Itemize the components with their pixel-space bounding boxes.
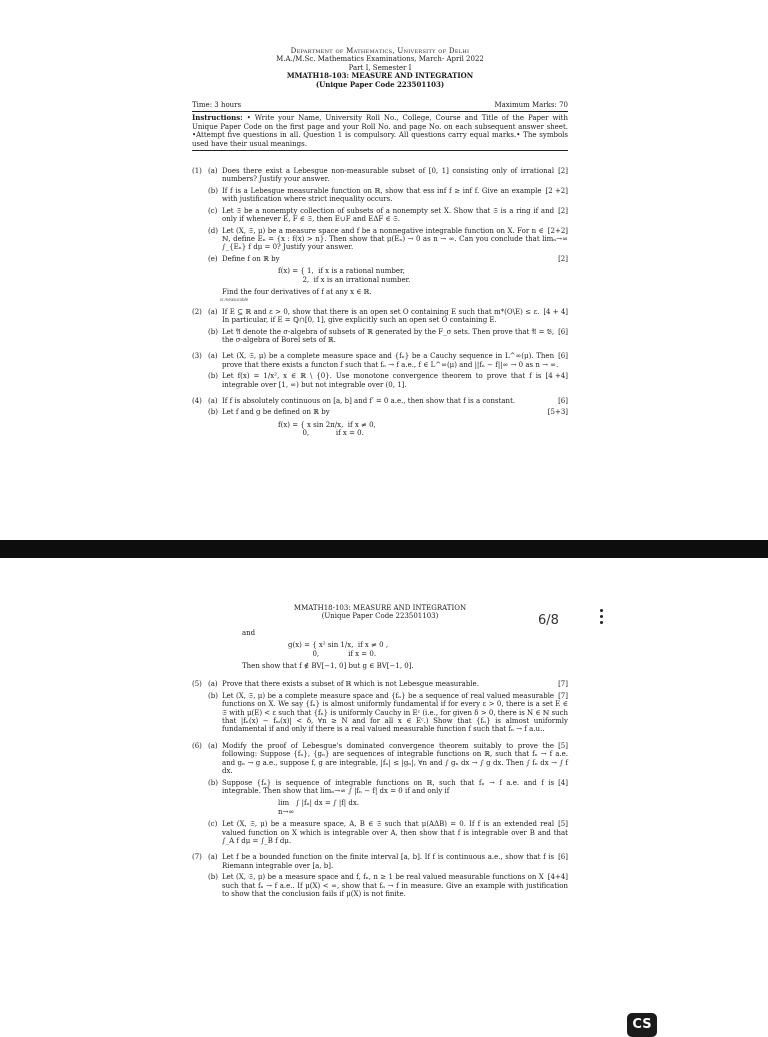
question-part (208, 408, 568, 416)
time-label: Time: 3 hours (192, 101, 242, 110)
question (192, 853, 568, 901)
part-text (222, 397, 568, 405)
part-text (222, 207, 568, 224)
department-line: Department of Mathematics, University of Delhi (290, 47, 470, 55)
question-part (208, 692, 568, 734)
part-label: (b) (208, 873, 218, 882)
display-equation (278, 421, 568, 438)
more-options-icon[interactable] (600, 609, 604, 627)
question-part (208, 397, 568, 405)
part-text-body: If f is a Lebesgue measurable function on ℝ, show that ess inf f ≥ inf f. Give an example with justification where strict inequality occurs. (222, 186, 542, 204)
and-text: and (242, 628, 256, 637)
paper-code: (Unique Paper Code 223501103) (321, 612, 439, 621)
marks: [5+3] (547, 408, 568, 417)
part-text (222, 692, 568, 734)
part-label: (b) (208, 186, 218, 195)
part-label: (c) (208, 206, 218, 215)
marks: [7] (558, 691, 568, 700)
part-text-body: If E ⊆ ℝ and ε > 0, show that there is an open set O containing E such that m*(O\E) ≤ ε. In particular, if E = ℚ∩[0, 1], give explicitly such an open set O containing E. (222, 307, 540, 325)
marks: [5] (558, 741, 568, 750)
handwritten-annotation: is measurable (220, 297, 249, 303)
marks: [6] (558, 397, 568, 405)
question-part (208, 820, 568, 845)
question (192, 167, 568, 296)
part-text (222, 308, 568, 325)
part-text-body: Let f be a bounded function on the finite interval [a, b]. If f is continuous a.e., show that f is Riemann integrable over [a, b]. (222, 853, 555, 870)
part-text (222, 328, 568, 345)
question-part (208, 779, 568, 796)
marks: [2] (558, 254, 568, 263)
instructions-block (192, 114, 568, 148)
part-text-body: Modify the proof of Lebesgue's dominated convergence theorem suitably to prove the following: Suppose {fₙ}, {gₙ} are sequences of integrable functions on ℝ, such that fₙ → f a.e. and gₙ → g a.e., suppose f, g are integrable, |fₙ| ≤ |gₙ|, ∀n and ∫ gₙ dx → ∫ g dx. Then ∫ fₙ dx → ∫ f dx. (222, 741, 568, 776)
display-line: 0, if x = 0. (278, 429, 364, 438)
question-number: (7) (192, 853, 202, 862)
part-text (222, 167, 568, 184)
part-label: (b) (208, 778, 218, 787)
part-label: (b) (208, 327, 218, 336)
exam-page-2 (192, 604, 568, 901)
question-number: (4) (192, 397, 202, 405)
part-text-body: Let f(x) = 1/x², x ∈ ℝ \ {0}. Use monotone convergence theorem to prove that f is integrable over [1, ∞) but not integrable over (0, 1]. (222, 372, 542, 389)
question-number: (1) (192, 167, 202, 176)
part-text-body: Let (X, 𝔖, μ) be a complete measure space and {fₙ} be a sequence of real valued measurable functions on X. We say {fₙ} is almost uniformly fundamental if for every ε > 0, there is a set E ∈ 𝔖 with μ(E) < ε such that {fₙ} is uniformly Cauchy in Eᶜ (i.e., for given δ > 0, there is N ∈ ℕ such that |fₙ(x) − fₘ(x)| < δ, ∀n ≥ N and for all x ∈ Eᶜ.) Show that {fₙ} is almost uniformly fundamental if and only if there is a real valued measurable function f such that fₙ → f a.u.. (222, 691, 568, 734)
part-text (222, 820, 568, 845)
question (192, 397, 568, 442)
instructions-text: • Write your Name, University Roll No., College, Course and Title of the Paper with Unique Paper Code on the first page and your Roll No. and page No. on each subsequent answer sheet. •Attempt five questions in all. Question 1 is compulsory. All questions carry equal marks.• The symbols used have their usual meanings. (192, 114, 568, 148)
question (192, 296, 568, 347)
page-indicator: 6/8 (538, 613, 559, 628)
part-label: (a) (208, 853, 218, 862)
part-label: (e) (208, 254, 218, 263)
marks: [4+4] (547, 873, 568, 882)
question-part (208, 227, 568, 252)
display-line: 2, if x is an irrational number. (278, 275, 411, 284)
part-text-body: Prove that there exists a subset of ℝ which is not Lebesgue measurable. (222, 680, 479, 689)
part-text (222, 255, 568, 263)
exam-page-1 (192, 47, 568, 442)
question-part (208, 853, 568, 870)
page-separator (0, 540, 768, 558)
question-part (208, 207, 568, 224)
part-text (222, 187, 568, 204)
display-line: f(x) = { 1, if x is a rational number, (278, 267, 405, 276)
part-text-body: Does there exist a Lebesgue non-measurable subset of [0, 1] consisting only of irrational numbers? Justify your answer. (222, 167, 555, 184)
part-label: (d) (208, 226, 218, 235)
part-text (222, 742, 568, 776)
part-label: (c) (208, 820, 218, 829)
question-number: (6) (192, 741, 202, 750)
question-part (208, 167, 568, 184)
then-text: Then show that f ∉ BV[−1, 0] but g ∈ BV[−1, 0]. (242, 662, 414, 671)
part-label: (a) (208, 741, 218, 750)
part-text-body: Define f on ℝ by (222, 254, 280, 263)
marks: [5] (558, 820, 568, 829)
part-text-body: Let (X, 𝔖, μ) be a measure space, A, B ∈ 𝔖 such that μ(AΔB) = 0. If f is an extended real valued function on X which is integrable over A, then show that f is integrable over B and that ∫_A f dμ = ∫_B f dμ. (222, 820, 568, 845)
marks: [2] (558, 206, 568, 215)
part-line: Part I, Semester I (348, 63, 412, 72)
course-title: MMATH18-103: MEASURE AND INTEGRATION (293, 604, 467, 612)
question-part (208, 308, 568, 325)
question (192, 742, 568, 848)
time-marks-row (192, 101, 568, 109)
marks: [7] (558, 680, 568, 689)
question-part (208, 328, 568, 345)
question-part (208, 372, 568, 389)
instructions-label: Instructions: (192, 113, 243, 123)
paper-code: (Unique Paper Code 223501103) (315, 79, 445, 89)
divider (192, 150, 568, 151)
display-equation (278, 267, 568, 284)
marks: [6] (558, 327, 568, 336)
questions-list (192, 680, 568, 901)
question-part (208, 255, 568, 263)
part-text (222, 853, 568, 870)
camscanner-logo: CS (627, 1013, 657, 1037)
part-label: (a) (208, 167, 218, 176)
question-part (208, 680, 568, 688)
marks: [2] (558, 167, 568, 176)
part-label: (a) (208, 352, 218, 361)
question-part (208, 873, 568, 898)
part-label: (b) (208, 372, 218, 381)
display-line: lim ∫ |fₙ| dx = ∫ |f| dx. (278, 799, 360, 808)
g-definition (288, 641, 568, 658)
part-text-body: Let (X, 𝔖, μ) be a measure space and f be a nonnegative integrable function on X. For n ∈ ℕ, define Eₙ = {x : f(x) > n}. Then show that μ(Eₙ) → 0 as n → ∞. Can you conclude that limₙ→∞ ∫_{Eₙ} f dμ = 0? Justify your answer. (222, 226, 568, 252)
marks: [6] (558, 352, 568, 361)
marks: [4 + 4] (543, 307, 568, 316)
part-text-body: Let f and g be defined on ℝ by (222, 408, 330, 417)
question-part (208, 187, 568, 204)
part-label: (a) (208, 397, 218, 405)
max-marks-label: Maximum Marks: 70 (494, 101, 568, 110)
part-text (222, 372, 568, 389)
exam-header (192, 604, 568, 621)
marks: [2+2] (547, 226, 568, 235)
display-line: 0, if x = 0. (288, 649, 377, 658)
part-text-body: Let (X, 𝔖, μ) be a complete measure space and {fₙ} be a Cauchy sequence in L^∞(μ). Then prove that there exists a functon f such that fₙ → f a.e., f ∈ L^∞(μ) and ||fₙ − f||∞ → 0 as n → ∞. (222, 352, 559, 369)
questions-list (192, 167, 568, 442)
part-text-body: Let (X, 𝔖, μ) be a measure space and f, fₙ, n ≥ 1 be real valued measurable functions on X such that fₙ → f a.e.. If μ(X) < ∞, show that fₙ → f in measure. Give an example with justification to show that the conclusion fails if μ(X) is not finite. (222, 873, 568, 898)
part-text-body: Suppose {fₙ} is sequence of integrable functions on ℝ, such that fₙ → f a.e. and f is integrable. Then show that limₙ→∞ ∫ |fₙ − f| dx = 0 if and only if (222, 778, 555, 795)
marks: [4 +4] (545, 372, 568, 381)
part-label: (b) (208, 691, 218, 700)
question-number: (5) (192, 680, 202, 689)
exam-line: M.A./M.Sc. Mathematics Examinations, March- April 2022 (276, 55, 484, 64)
course-title: MMATH18-103: MEASURE AND INTEGRATION (286, 71, 474, 81)
question-part (208, 352, 568, 369)
part-text (222, 352, 568, 369)
marks: [2 +2] (545, 186, 568, 195)
part-label: (a) (208, 307, 218, 316)
display-line: f(x) = { x sin 2π/x, if x ≠ 0, (278, 420, 376, 429)
part-text (222, 873, 568, 898)
divider (192, 111, 568, 112)
question-number: (3) (192, 352, 202, 361)
question-followup: Find the four derivatives of f at any x ∈ ℝ. (222, 287, 372, 296)
marks: [4] (558, 778, 568, 787)
part-text-body: Let 𝔄 denote the σ-algebra of subsets of ℝ generated by the F_σ sets. Then prove that 𝔄 = 𝔅, the σ-algebra of Borel sets of ℝ. (222, 327, 555, 344)
part-text-body: If f is absolutely continuous on [a, b] and f′ = 0 a.e., then show that f is a constant. (222, 397, 516, 405)
part-text (222, 408, 568, 416)
part-label: (a) (208, 680, 218, 689)
part-label: (b) (208, 408, 218, 417)
display-line: g(x) = { x² sin 1/x, if x ≠ 0 , (288, 641, 389, 650)
question (192, 352, 568, 392)
question-part (208, 742, 568, 776)
marks: [6] (558, 853, 568, 862)
part-text (222, 680, 568, 688)
exam-header (192, 47, 568, 89)
question-number: (2) (192, 307, 202, 316)
display-equation (278, 799, 568, 816)
display-line: n→∞ (278, 807, 295, 816)
question (192, 680, 568, 736)
part-text (222, 227, 568, 252)
part-text-body: Let 𝔖 be a nonempty collection of subsets of a nonempty set X. Show that 𝔖 is a ring if and only if whenever E, F ∈ 𝔖, then E∪F and EΔF ∈ 𝔖. (222, 206, 555, 224)
part-text (222, 779, 568, 796)
